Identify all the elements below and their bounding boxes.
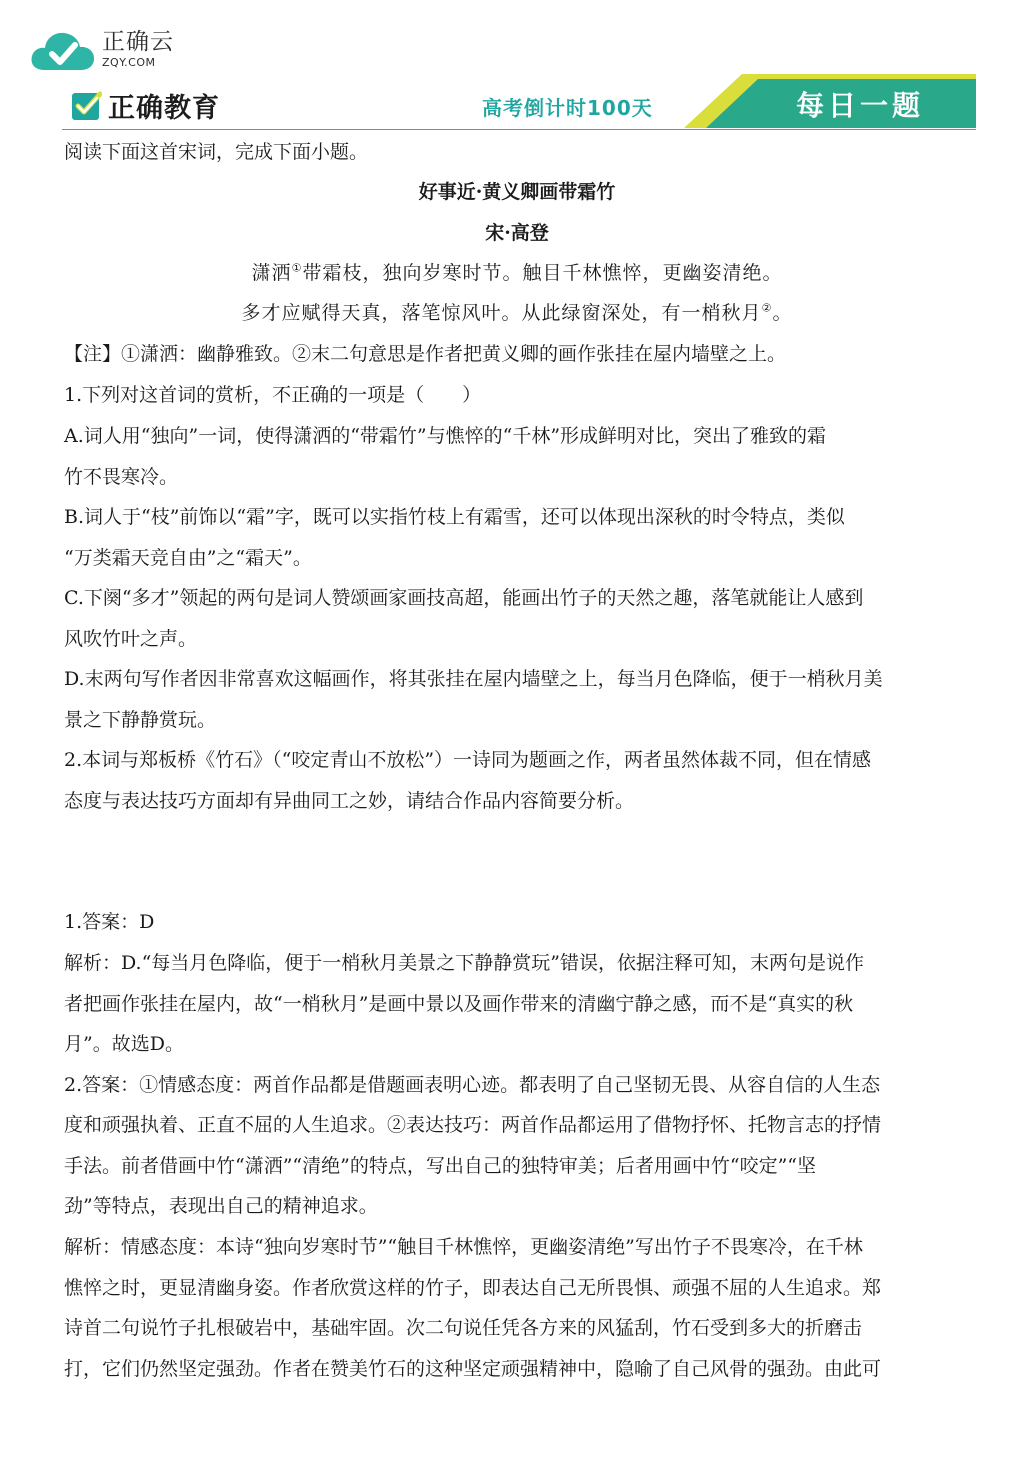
answer-2-line-3: 手法。前者借画中竹“潇洒”“清绝”的特点，写出自己的独特审美；后者用画中竹“咬定”“坚 xyxy=(64,1155,816,1177)
brand xyxy=(70,86,220,125)
option-d-line-1: D.末两句写作者因非常喜欢这幅画作，将其张挂在屋内墙壁之上，每当月色降临，便于一梢秋月美 xyxy=(64,668,883,690)
cloud-check-icon xyxy=(30,30,96,72)
poem-line-2: 多才应赋得天真，落笔惊风叶。从此绿窗深处，有一梢秋月②。 xyxy=(241,301,793,324)
footnote-mark-2: ② xyxy=(761,301,773,315)
option-a-line-1: A.词人用“独向”一词，使得潇洒的“带霜竹”与憔悴的“千林”形成鲜明对比，突出了雅致的霜 xyxy=(64,425,827,447)
question-2-line-2: 态度与表达技巧方面却有异曲同工之妙，请结合作品内容简要分析。 xyxy=(64,790,635,812)
checkbox-check-icon xyxy=(70,90,102,122)
header-band xyxy=(62,74,976,130)
option-c-line-2: 风吹竹叶之声。 xyxy=(64,628,198,650)
answer-1: 1.答案：D xyxy=(64,911,155,933)
banner-title: 每日一题 xyxy=(795,89,924,122)
question-1: 1.下列对这首词的赏析，不正确的一项是（ ） xyxy=(64,384,482,406)
brand-name: 正确教育 xyxy=(108,93,220,124)
explanation-1-line-2: 者把画作张挂在屋内，故“一梢秋月”是画中景以及画作带来的清幽宁静之感，而不是“真实的秋 xyxy=(64,993,854,1015)
explanation-2-line-4: 打，它们仍然坚定强劲。作者在赞美竹石的这种坚定顽强精神中，隐喻了自己风骨的强劲。由此可 xyxy=(64,1358,882,1380)
option-a-line-2: 竹不畏寒冷。 xyxy=(64,466,179,488)
header-divider xyxy=(62,129,976,130)
logo-name-cn: 正确云 xyxy=(102,29,174,55)
poem-author: 宋·高登 xyxy=(485,222,549,244)
intro-text: 阅读下面这首宋词，完成下面小题。 xyxy=(64,141,369,163)
explanation-1-line-3: 月”。故选D。 xyxy=(64,1033,184,1055)
answer-2-line-4: 劲”等特点，表现出自己的精神追求。 xyxy=(64,1195,378,1217)
explanation-2-line-2: 憔悴之时，更显清幽身姿。作者欣赏这样的竹子，即表达自己无所畏惧、顽强不屈的人生追求。郑 xyxy=(64,1277,882,1299)
option-b-line-1: B.词人于“枝”前饰以“霜”字，既可以实指竹枝上有霜雪，还可以体现出深秋的时令特点，类似 xyxy=(64,506,845,528)
zqy-logo xyxy=(30,24,190,74)
question-2-line-1: 2.本词与郑板桥《竹石》（“咬定青山不放松”）一诗同为题画之作，两者虽然体裁不同，但在情感 xyxy=(64,749,872,771)
explanation-2-line-1: 解析：情感态度：本诗“独向岁寒时节”“触目千林憔悴，更幽姿清绝”写出竹子不畏寒冷，在千林 xyxy=(64,1236,863,1258)
option-b-line-2: “万类霜天竞自由”之“霜天”。 xyxy=(64,547,312,569)
poem-line-1: 潇洒①带霜枝，独向岁寒时节。触目千林憔悴，更幽姿清绝。 xyxy=(251,261,783,284)
poem-note: 【注】①潇洒：幽静雅致。②末二句意思是作者把黄义卿的画作张挂在屋内墙壁之上。 xyxy=(64,343,787,365)
option-c-line-1: C.下阕“多才”领起的两句是词人赞颂画家画技高超，能画出竹子的天然之趣，落笔就能让人感到 xyxy=(64,587,864,609)
option-d-line-2: 景之下静静赏玩。 xyxy=(64,709,217,731)
explanation-1-line-1: 解析：D.“每当月色降临，便于一梢秋月美景之下静静赏玩”错误，依据注释可知，末两句是说作 xyxy=(64,952,865,974)
explanation-2-line-3: 诗首二句说竹子扎根破岩中，基础牢固。次二句说任凭各方来的风猛刮，竹石受到多大的折磨击 xyxy=(64,1317,863,1339)
poem-title: 好事近·黄义卿画带霜竹 xyxy=(418,181,616,203)
answer-2-line-2: 度和顽强执着、正直不屈的人生追求。②表达技巧：两首作品都运用了借物抒怀、托物言志的抒情 xyxy=(64,1114,882,1136)
footnote-mark-1: ① xyxy=(291,261,303,275)
answer-2-line-1: 2.答案：①情感态度：两首作品都是借题画表明心迹。都表明了自己坚韧无畏、从容自信的人生态 xyxy=(64,1074,881,1096)
countdown-text: 高考倒计时100天 xyxy=(482,96,653,120)
logo-name-en: ZQY.COM xyxy=(102,56,156,69)
